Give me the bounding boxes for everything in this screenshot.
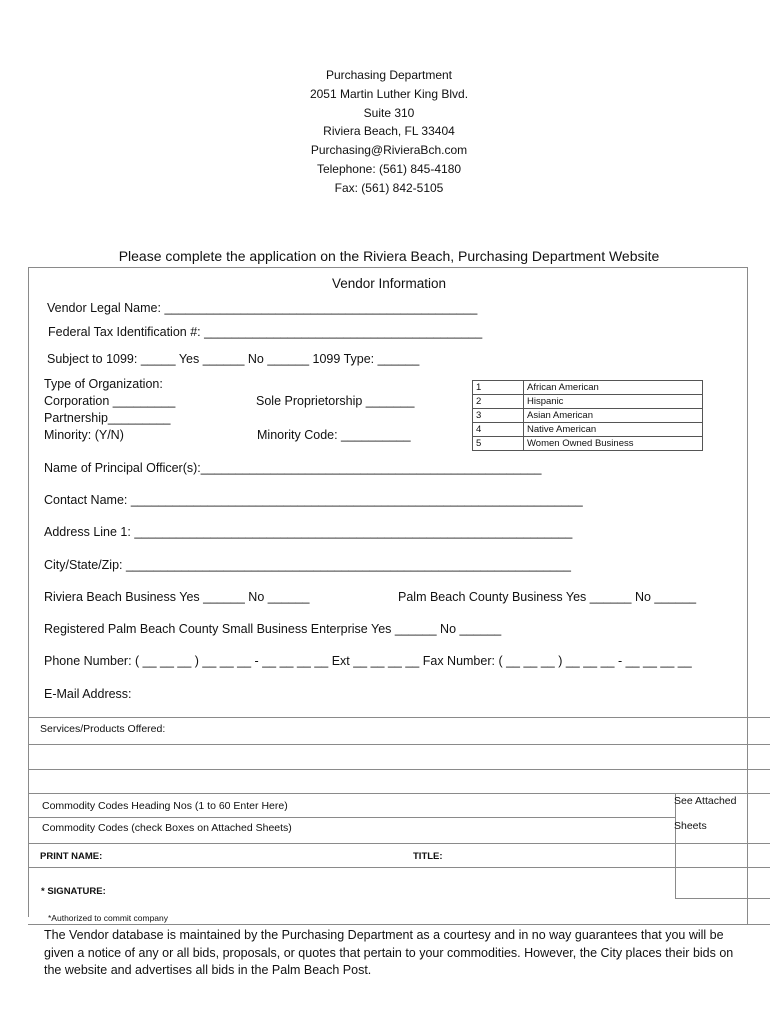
corporation-field[interactable]: Corporation _________ [44,394,176,408]
address-line1-field[interactable]: Address Line 1: _______________________________________________________________ [44,525,573,539]
commodity-heading-field[interactable]: Commodity Codes Heading Nos (1 to 60 Enter Here) [42,800,288,812]
footer-disclaimer: The Vendor database is maintained by the Purchasing Department as a courtesy and in no way guarantees that you will be given a notice of any or all bids, proposals, or quotes that pertain to your commodities. However, the City places their bids on the website and advertises all bids in the Palm Beach Post. [44,928,734,977]
header-line: Telephone: (561) 845-4180 [316,161,462,176]
divider [28,843,770,844]
commodity-check-field[interactable]: Commodity Codes (check Boxes on Attached Sheets) [42,822,292,834]
code-number: 4 [473,423,524,437]
header-line: Riviera Beach, FL 33404 [323,124,455,139]
code-label: Asian American [524,409,703,423]
signature-field[interactable]: * SIGNATURE: [41,886,106,897]
see-attached-label: See Attached [674,795,737,807]
code-number: 3 [473,409,524,423]
table-row [473,409,703,423]
divider [28,817,676,818]
header-line: 2051 Martin Luther King Blvd. [309,86,469,101]
divider [28,769,770,770]
header-line: Fax: (561) 842-5105 [334,180,444,195]
divider [28,717,770,718]
divider [28,793,770,794]
print-name-field[interactable]: PRINT NAME: [40,851,103,862]
riviera-business-field[interactable]: Riviera Beach Business Yes ______ No ______ [44,590,310,604]
sheets-label: Sheets [674,820,707,832]
code-number: 2 [473,395,524,409]
vendor-box-top [28,267,748,268]
small-business-field[interactable]: Registered Palm Beach County Small Business Enterprise Yes ______ No ______ [44,622,502,636]
contact-name-field[interactable]: Contact Name: _________________________________________________________________ [44,493,583,507]
table-row [473,423,703,437]
code-label: Native American [524,423,703,437]
divider [28,924,770,925]
vendor-box-left [28,267,29,917]
column-divider [747,717,748,924]
sole-proprietorship-field[interactable]: Sole Proprietorship _______ [256,394,415,408]
code-number: 1 [473,381,524,395]
organization-type-label: Type of Organization: [44,377,163,391]
partnership-field[interactable]: Partnership_________ [44,411,171,425]
city-state-zip-field[interactable]: City/State/Zip: ________________________________________________________________ [44,558,571,572]
email-field[interactable]: E-Mail Address: [44,687,132,701]
divider [28,867,770,868]
federal-tax-id-field[interactable]: Federal Tax Identification #: ________________________________________ [48,325,483,339]
authorized-note: *Authorized to commit company [48,913,168,923]
minority-field[interactable]: Minority: (Y/N) [44,428,124,442]
table-row [473,437,703,451]
palm-beach-business-field[interactable]: Palm Beach County Business Yes ______ No ______ [398,590,697,604]
code-label: African American [524,381,703,395]
header-line: Suite 310 [363,105,415,120]
minority-code-table [472,380,703,451]
code-number: 5 [473,437,524,451]
code-label: Hispanic [524,395,703,409]
header-email[interactable]: Purchasing@RivieraBch.com [310,143,468,158]
vendor-box-right [747,267,748,717]
table-row [473,395,703,409]
phone-fax-field[interactable]: Phone Number: ( __ __ __ ) __ __ __ - __ __ __ __ Ext __ __ __ __ Fax Number: ( __ __ __ ) __ __ __ - __ __ __ __ [44,654,692,668]
divider [676,898,770,899]
instruction-text: Please complete the application on the Riviera Beach, Purchasing Department Website [118,248,660,264]
title-field[interactable]: TITLE: [413,851,443,862]
header-line: Purchasing Department [325,68,453,82]
department-header [0,66,770,198]
section-title: Vendor Information [331,276,447,291]
divider [28,744,770,745]
minority-code-field[interactable]: Minority Code: __________ [257,428,411,442]
services-offered-field[interactable]: Services/Products Offered: [40,723,166,735]
table-row [473,381,703,395]
column-divider [675,793,676,899]
code-label: Women Owned Business [524,437,703,451]
subject-1099-field[interactable]: Subject to 1099: _____ Yes ______ No ______ 1099 Type: ______ [47,352,420,366]
principal-officer-field[interactable]: Name of Principal Officer(s):_________________________________________________ [44,461,542,475]
vendor-legal-name-field[interactable]: Vendor Legal Name: _____________________________________________ [47,301,478,315]
